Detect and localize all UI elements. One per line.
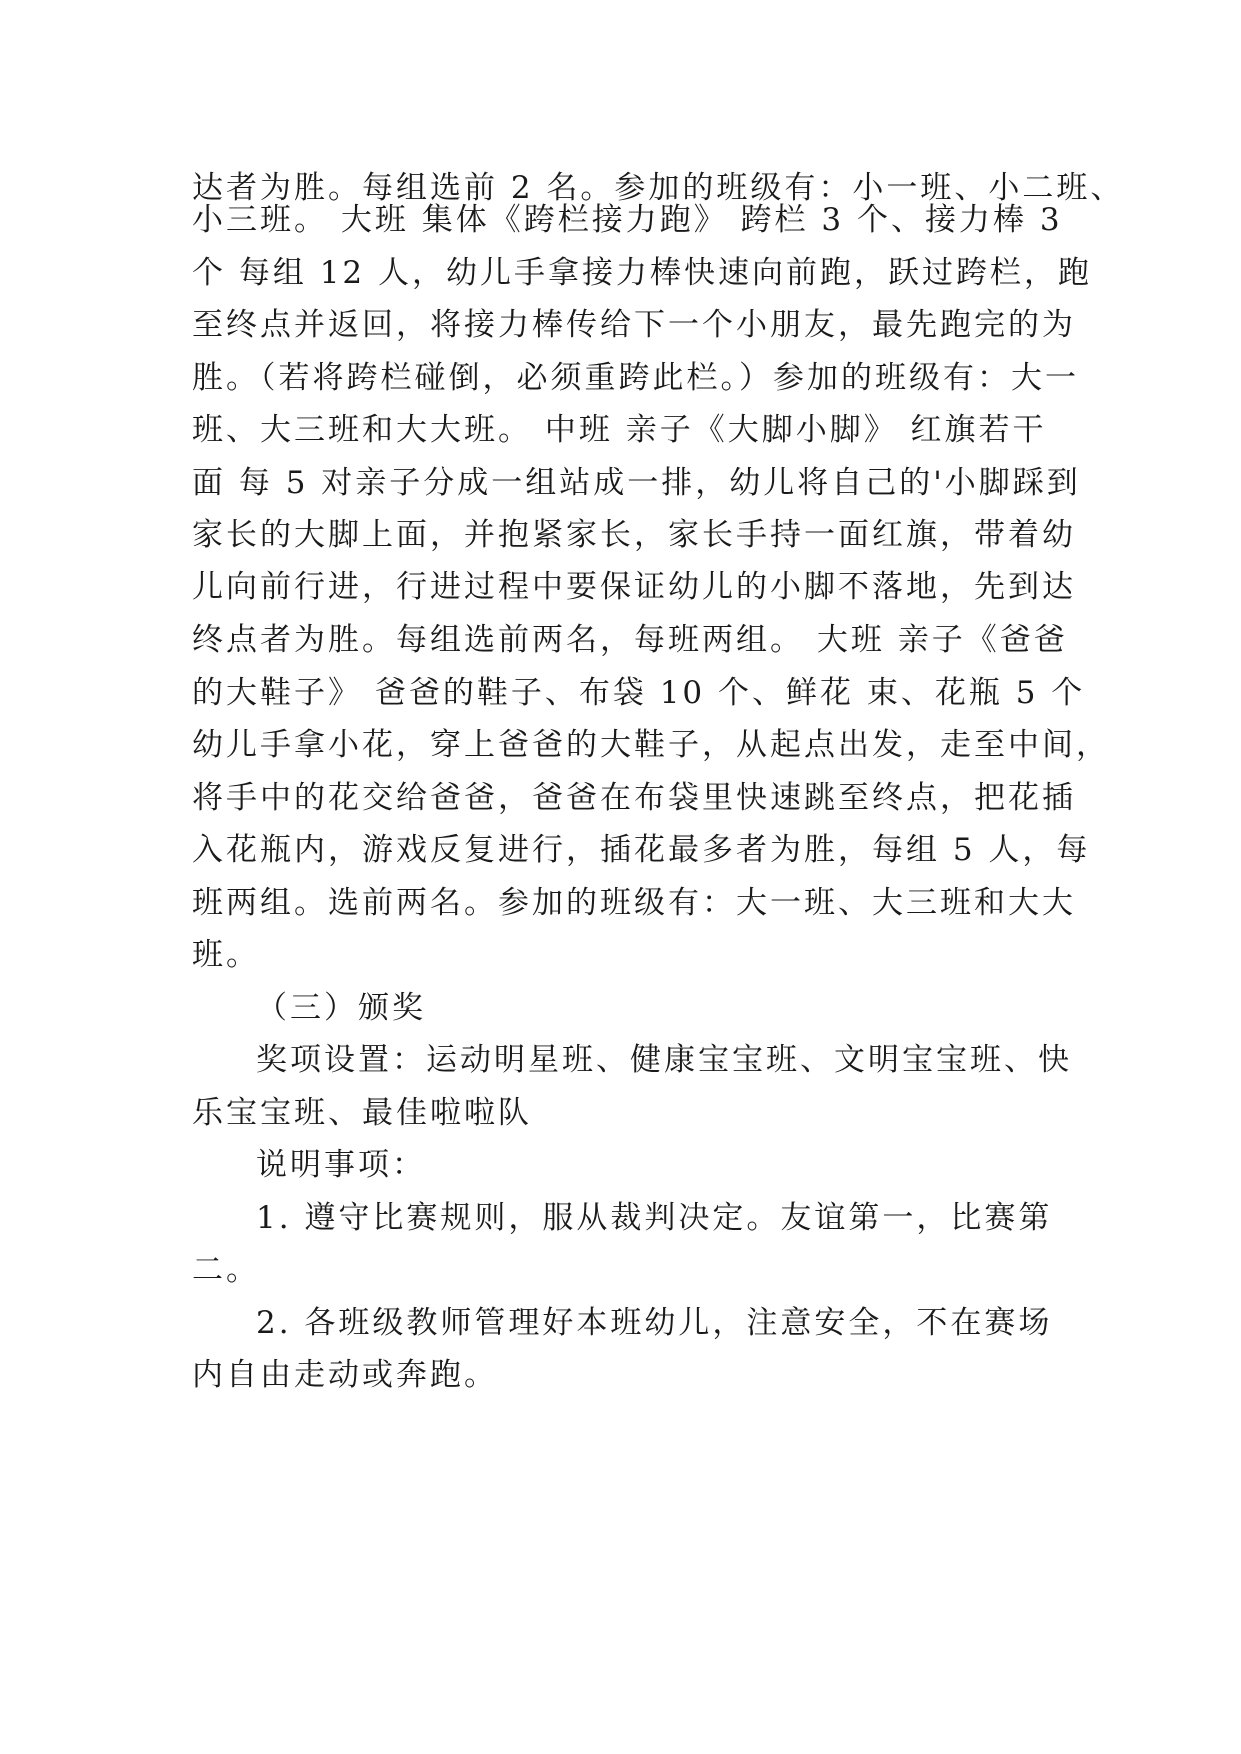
body-text-line: 终点者为胜。每组选前两名，每班两组。 大班 亲子《爸爸 [192,622,1068,658]
notes-heading: 说明事项： [256,1147,426,1183]
note-item-2: 2. 各班级教师管理好本班幼儿，注意安全，不在赛场 [256,1305,1053,1341]
section-heading-awards: （三）颁奖 [256,990,426,1026]
body-text-line: 乐宝宝班、最佳啦啦队 [192,1095,532,1131]
note-item-1: 1. 遵守比赛规则，服从裁判决定。友谊第一，比赛第 [256,1200,1053,1236]
body-text-line: 班。 [192,937,260,973]
body-text-line: 班、大三班和大大班。 中班 亲子《大脚小脚》 红旗若干 [192,412,1047,448]
body-text-line: 的大鞋子》 爸爸的鞋子、布袋 10 个、鲜花 束、花瓶 5 个 [192,675,1086,711]
body-text-line: 二。 [192,1252,260,1288]
body-text-line: 儿向前行进，行进过程中要保证幼儿的小脚不落地，先到达 [192,569,1076,605]
body-text-line: 入花瓶内，游戏反复进行，插花最多者为胜，每组 5 人，每 [192,832,1091,868]
body-text-line: 奖项设置：运动明星班、健康宝宝班、文明宝宝班、快 [256,1042,1072,1078]
body-text-line: 面 每 5 对亲子分成一组站成一排，幼儿将自己的'小脚踩到 [192,465,1081,501]
body-text-line: 达者为胜。每组选前 2 名。参加的班级有：小一班、小二班、 [192,170,1125,206]
body-text-line: 将手中的花交给爸爸，爸爸在布袋里快速跳至终点，把花插 [192,780,1076,816]
body-text-line: 内自由走动或奔跑。 [192,1357,498,1393]
body-text-line: 个 每组 12 人，幼儿手拿接力棒快速向前跑，跃过跨栏，跑 [192,255,1093,291]
body-text-line: 小三班。 大班 集体《跨栏接力跑》 跨栏 3 个、接力棒 3 [192,202,1063,238]
body-text-line: 胜。（若将跨栏碰倒，必须重跨此栏。）参加的班级有：大一 [192,360,1079,396]
body-text-line: 班两组。选前两名。参加的班级有：大一班、大三班和大大 [192,885,1076,921]
body-text-line: 家长的大脚上面，并抱紧家长，家长手持一面红旗，带着幼 [192,517,1076,553]
body-text-line: 幼儿手拿小花，穿上爸爸的大鞋子，从起点出发，走至中间， [192,727,1110,763]
body-text-line: 至终点并返回，将接力棒传给下一个小朋友，最先跑完的为 [192,307,1076,343]
